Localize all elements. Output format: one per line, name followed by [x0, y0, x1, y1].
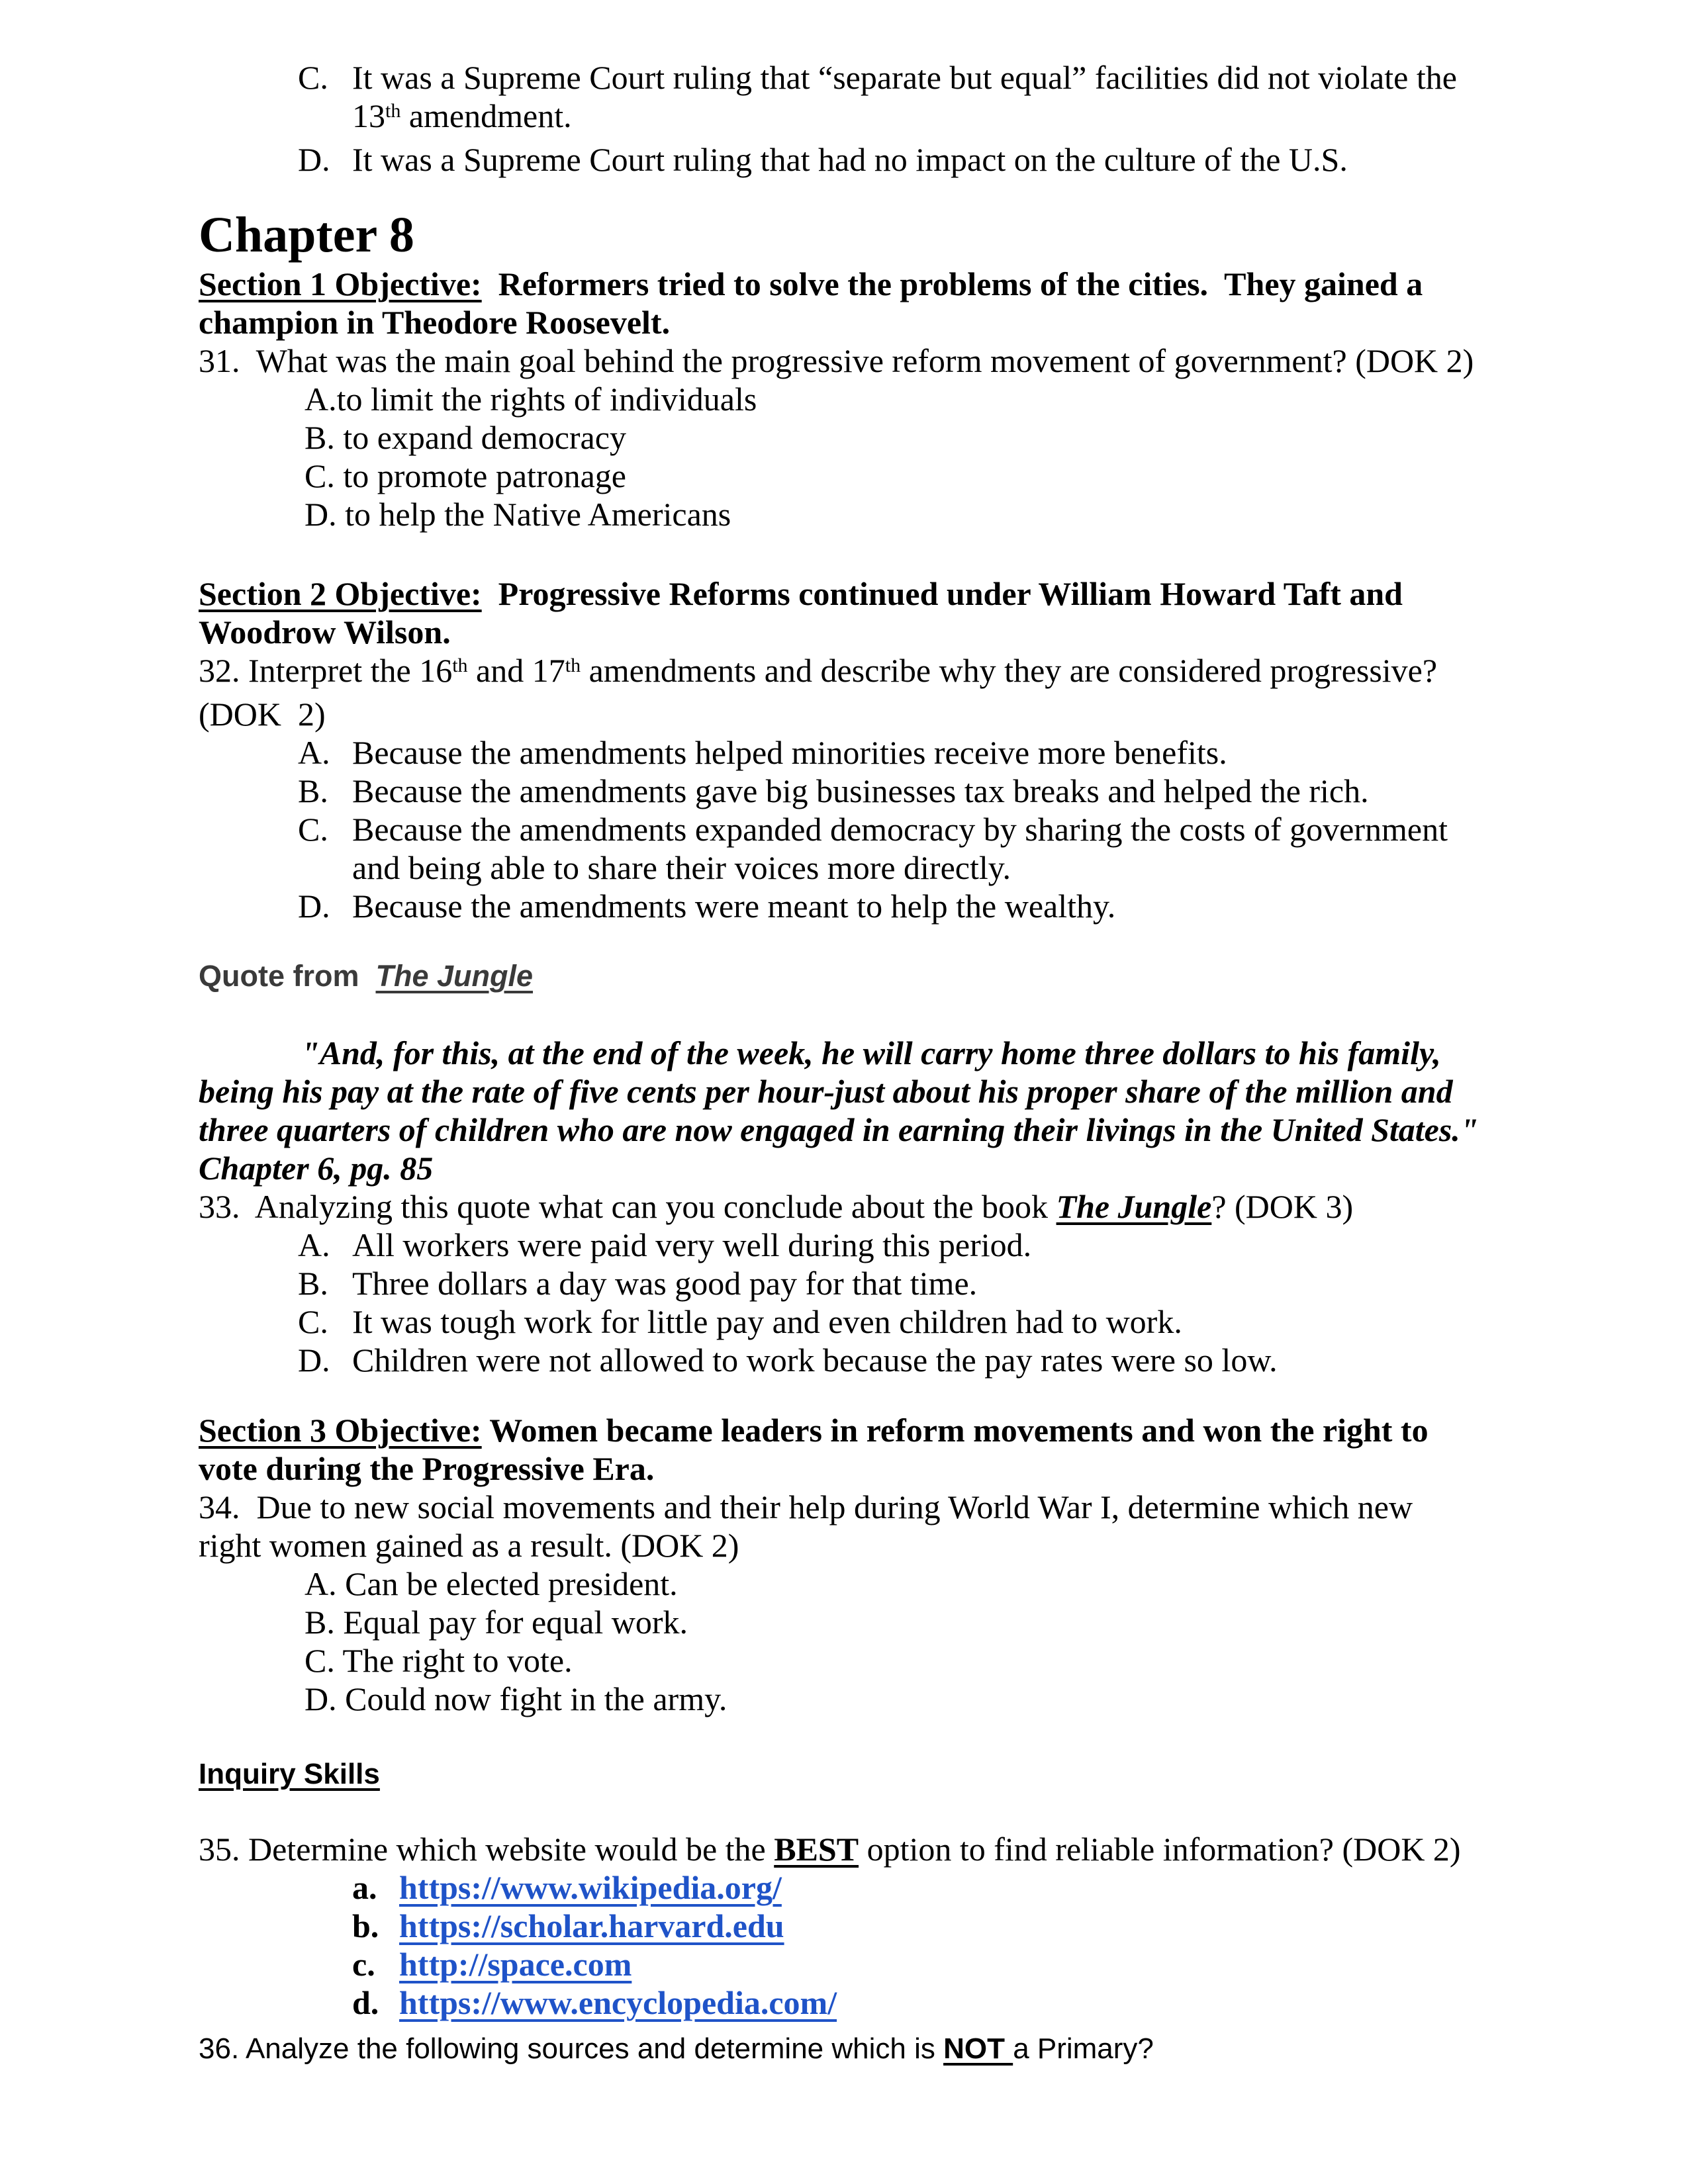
text-segment: Progressive Reforms continued under William Howard Taft and	[481, 575, 1403, 612]
question-31-option-d	[199, 495, 1489, 533]
harvard-scholar-link[interactable]: https://scholar.harvard.edu	[399, 1907, 784, 1944]
text-segment: th	[452, 655, 468, 676]
text-segment: 34. Due to new social movements and their help during World War I, determine which new	[199, 1488, 1413, 1525]
section-2-objective-line2	[199, 613, 1489, 651]
question-35	[199, 1830, 1489, 1868]
question-31-option-b	[199, 418, 1489, 457]
text-segment: amendment.	[400, 97, 572, 134]
text-segment: Section 3 Objective:	[199, 1412, 482, 1449]
question-35-option-d-marker: d.	[352, 1984, 379, 2021]
text-segment: champion in Theodore Roosevelt.	[199, 304, 671, 341]
chapter-title	[199, 205, 1489, 265]
question-33-option-b	[199, 1264, 1489, 1302]
spacer-before-question-35	[199, 1794, 1489, 1830]
quote-line1	[199, 1034, 1489, 1072]
text-segment: C. The right to vote.	[305, 1642, 573, 1679]
question-33-option-a	[199, 1226, 1489, 1264]
text-segment: option to find reliable information? (DOK 2)	[859, 1831, 1461, 1868]
text-segment: ? (DOK 3)	[1211, 1188, 1354, 1225]
quote-citation	[199, 1149, 1489, 1187]
text-segment: 33. Analyzing this quote what can you conclude about the book	[199, 1188, 1056, 1225]
quote-line2	[199, 1072, 1489, 1111]
question-32-option-b	[199, 772, 1489, 810]
text-segment: Because the amendments helped minorities receive more benefits.	[352, 734, 1227, 771]
question-34-option-b	[199, 1603, 1489, 1641]
inquiry-skills-heading	[199, 1755, 1489, 1794]
spacer-before-section-2	[199, 533, 1489, 574]
text-segment: (DOK 2)	[199, 696, 326, 733]
text-segment: Chapter 6, pg. 85	[199, 1150, 434, 1187]
question-32-option-c-line1	[199, 810, 1489, 848]
question-33-option-c	[199, 1302, 1489, 1341]
text-segment: right women gained as a result. (DOK 2)	[199, 1527, 739, 1564]
question-34-option-c	[199, 1641, 1489, 1680]
spacer-before-quote	[199, 995, 1489, 1034]
section-3-objective-line2	[199, 1449, 1489, 1488]
question-34-line1	[199, 1488, 1489, 1526]
spacer-before-section-3	[199, 1379, 1489, 1411]
spacer-before-inquiry-skills	[199, 1718, 1489, 1755]
spacer-before-question-36	[199, 2022, 1489, 2030]
text-segment: Chapter 8	[199, 207, 414, 263]
text-segment: A. Can be elected president.	[305, 1565, 678, 1602]
text-segment: Children were not allowed to work because the pay rates were so low.	[352, 1342, 1278, 1379]
text-segment: a Primary?	[1013, 2032, 1154, 2065]
text-segment: It was a Supreme Court ruling that “separate but equal” facilities did not violate the	[352, 59, 1457, 96]
section-1-objective-line2	[199, 303, 1489, 341]
question-32-option-d	[199, 887, 1489, 925]
text-segment: 35. Determine which website would be the	[199, 1831, 774, 1868]
question-33-option-d-marker: D.	[298, 1342, 330, 1379]
text-segment: 36. Analyze the following sources and determine which is	[199, 2032, 944, 2065]
space-link[interactable]: http://space.com	[399, 1946, 632, 1983]
quote-source-heading	[199, 957, 1489, 995]
question-34-option-a	[199, 1565, 1489, 1603]
section-1-objective-line1	[199, 265, 1489, 303]
text-segment: amendments and describe why they are considered progressive?	[581, 652, 1438, 689]
question-31-option-a	[199, 380, 1489, 418]
text-segment: three quarters of children who are now engaged in earning their livings in the United States."	[199, 1111, 1479, 1148]
prev-question-option-c-line2	[199, 97, 1489, 140]
text-segment: 32. Interpret the 16	[199, 652, 453, 689]
question-33	[199, 1187, 1489, 1226]
text-segment: "And, for this, at the end of the week, he will carry home three dollars to his family,	[301, 1034, 1441, 1071]
question-32-line1	[199, 651, 1489, 695]
question-35-option-c	[199, 1945, 1489, 1983]
text-segment: D. Could now fight in the army.	[305, 1680, 727, 1717]
encyclopedia-link[interactable]: https://www.encyclopedia.com/	[399, 1984, 837, 2021]
question-33-option-d	[199, 1341, 1489, 1379]
question-32-option-b-marker: B.	[298, 772, 328, 809]
text-segment: Section 2 Objective:	[199, 575, 482, 612]
section-3-objective-line1	[199, 1411, 1489, 1449]
question-32-option-d-marker: D.	[298, 887, 330, 925]
spacer-before-chapter-title	[199, 179, 1489, 205]
text-segment: All workers were paid very well during this period.	[352, 1226, 1032, 1263]
text-segment: It was a Supreme Court ruling that had no impact on the culture of the U.S.	[352, 141, 1348, 178]
question-34-line2	[199, 1526, 1489, 1565]
question-35-option-b	[199, 1907, 1489, 1945]
text-segment: th	[385, 100, 401, 122]
question-35-option-c-marker: c.	[352, 1946, 375, 1983]
text-segment: vote during the Progressive Era.	[199, 1450, 655, 1487]
text-segment: Inquiry Skills	[199, 1758, 380, 1790]
question-32-option-c-line2	[199, 848, 1489, 887]
text-segment: th	[565, 655, 581, 676]
question-35-option-a-marker: a.	[352, 1869, 377, 1906]
question-31-option-c	[199, 457, 1489, 495]
text-segment: Because the amendments were meant to help the wealthy.	[352, 887, 1116, 925]
section-2-objective-line1	[199, 574, 1489, 613]
question-32-option-c-line1-marker: C.	[298, 811, 328, 848]
book-title-the-jungle: The Jungle	[375, 959, 534, 993]
wikipedia-link[interactable]: https://www.wikipedia.org/	[399, 1869, 782, 1906]
text-segment: Woodrow Wilson.	[199, 614, 451, 651]
question-35-option-a	[199, 1868, 1489, 1907]
text-segment: Quote from	[199, 959, 376, 993]
text-segment: C. to promote patronage	[305, 457, 626, 494]
text-segment: Women became leaders in reform movements and won the right to	[481, 1412, 1429, 1449]
question-33-option-a-marker: A.	[298, 1226, 330, 1263]
prev-question-option-c-line1	[199, 58, 1489, 97]
question-32-option-a	[199, 733, 1489, 772]
question-34-option-d	[199, 1680, 1489, 1718]
spacer-before-quote-heading	[199, 925, 1489, 957]
book-title-the-jungle: The Jungle	[1056, 1188, 1212, 1225]
text-segment: Three dollars a day was good pay for that time.	[352, 1265, 978, 1302]
text-segment: 31. What was the main goal behind the progressive reform movement of government? (DOK 2)	[199, 342, 1474, 379]
text-segment: Section 1 Objective:	[199, 265, 482, 302]
question-32-option-a-marker: A.	[298, 734, 330, 771]
not-emphasis: NOT	[943, 2032, 1013, 2065]
question-32-line2	[199, 695, 1489, 733]
text-segment: D. to help the Native Americans	[305, 496, 731, 533]
prev-question-option-c-line1-marker: C.	[298, 59, 328, 96]
text-segment: 13	[352, 97, 385, 134]
quote-line3	[199, 1111, 1489, 1149]
question-33-option-c-marker: C.	[298, 1303, 328, 1340]
text-segment: and being able to share their voices more directly.	[352, 849, 1011, 886]
text-segment: B. Equal pay for equal work.	[305, 1604, 688, 1641]
prev-question-option-d-marker: D.	[298, 141, 330, 178]
question-36	[199, 2030, 1489, 2068]
text-segment: It was tough work for little pay and even children had to work.	[352, 1303, 1182, 1340]
text-segment: Reformers tried to solve the problems of the cities. They gained a	[481, 265, 1423, 302]
prev-question-option-d	[199, 140, 1489, 179]
text-segment: A.to limit the rights of individuals	[305, 381, 757, 418]
text-segment: Because the amendments gave big businesses tax breaks and helped the rich.	[352, 772, 1369, 809]
question-33-option-b-marker: B.	[298, 1265, 328, 1302]
text-segment: Because the amendments expanded democracy by sharing the costs of government	[352, 811, 1448, 848]
question-31	[199, 341, 1489, 380]
best-emphasis: BEST	[774, 1831, 859, 1868]
text-segment: being his pay at the rate of five cents per hour-just about his proper share of the million and	[199, 1073, 1453, 1110]
question-35-option-b-marker: b.	[352, 1907, 379, 1944]
text-segment: B. to expand democracy	[305, 419, 626, 456]
question-35-option-d	[199, 1983, 1489, 2022]
text-segment: and 17	[467, 652, 565, 689]
